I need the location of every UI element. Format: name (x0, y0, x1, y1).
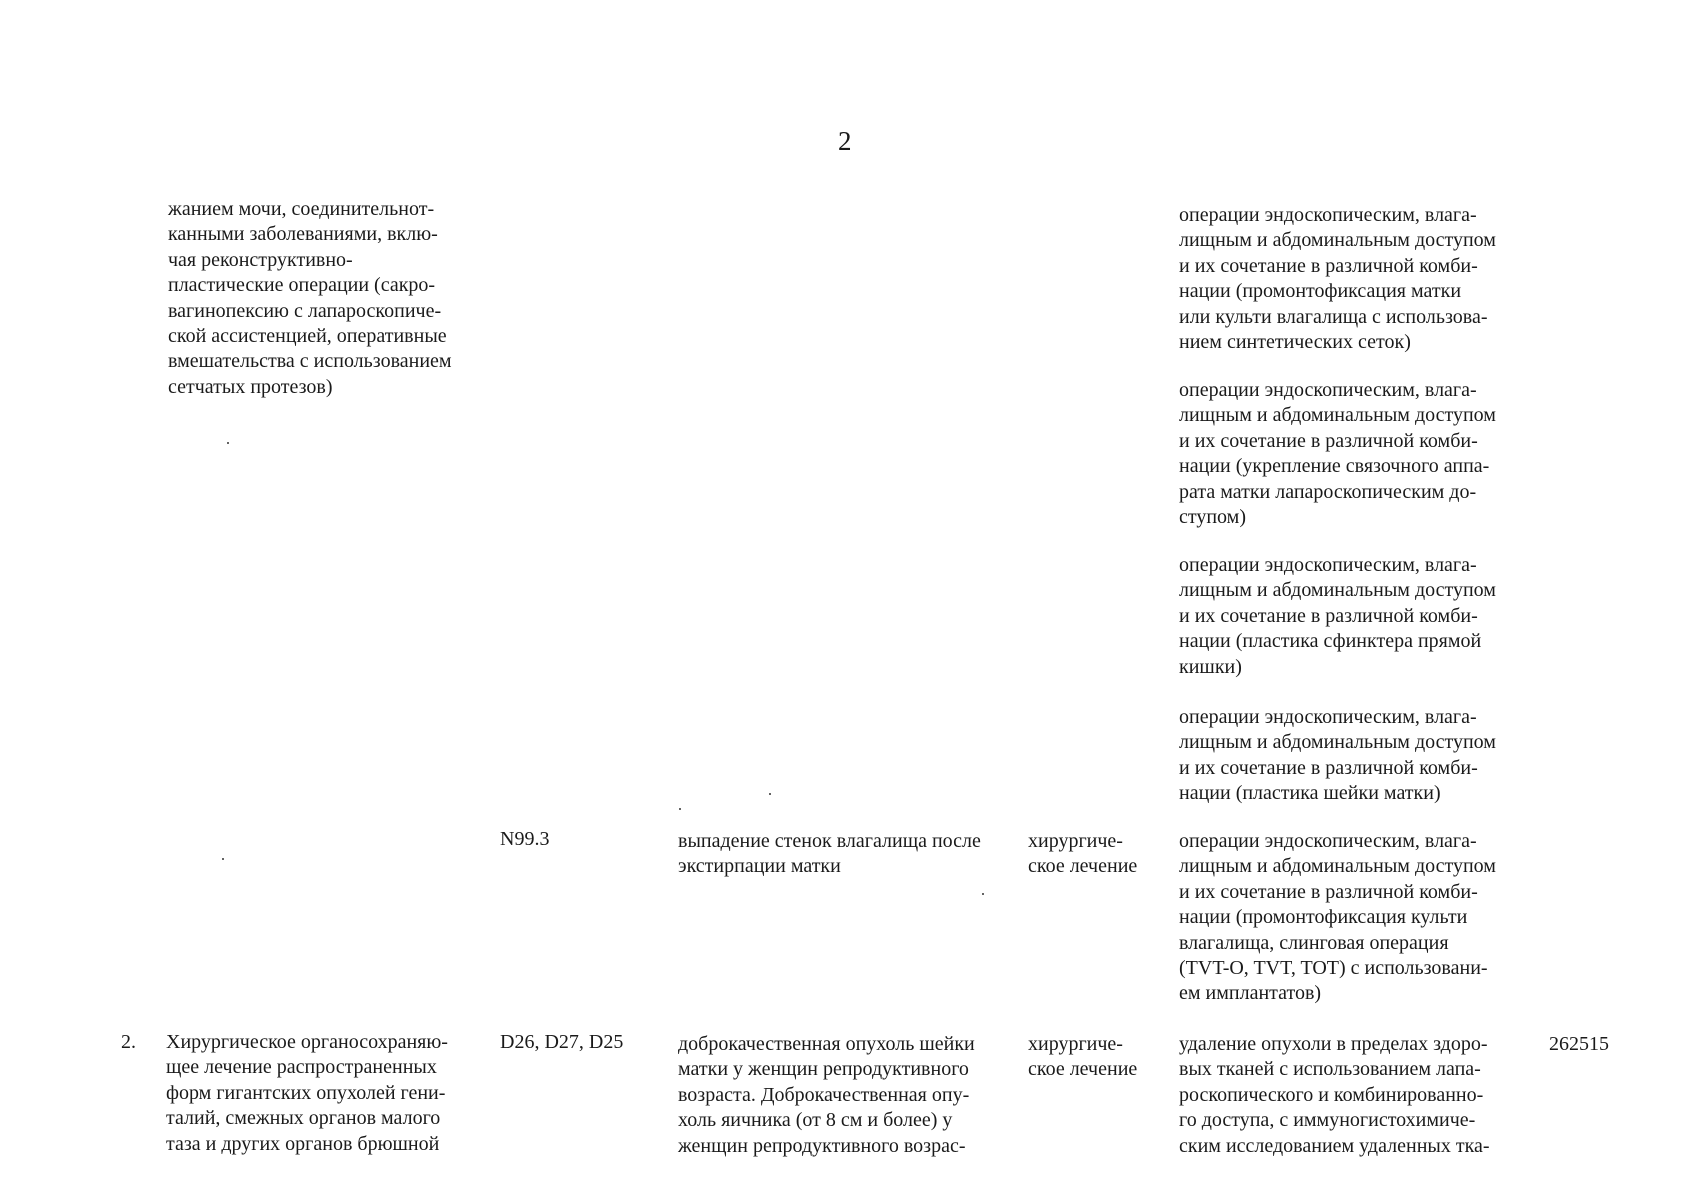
diagnosis-code: N99.3 (500, 828, 550, 850)
scan-speck (679, 808, 681, 810)
page-number: 2 (838, 126, 852, 156)
treatment-method: удаление опухоли в пределах здоро- вых тканей с использованием лапа- роскопического и комбинированно- го доступа, с иммуногистохимиче- ским исследованием удаленных тка- (1179, 1033, 1490, 1157)
scan-speck (222, 858, 224, 860)
patient-model: выпадение стенок влагалища после экстирпации матки (678, 830, 981, 878)
method-block: операции эндоскопическим, влага- лищным и абдоминальным доступом и их сочетание в различной комби- нации (промонтофиксация матки или культи влагалища с использова- нием синтетических сеток) (1179, 204, 1496, 354)
scan-speck (227, 442, 229, 444)
method-block: операции эндоскопическим, влага- лищным и абдоминальным доступом и их сочетание в различной комби- нации (пластика шейки матки) (1179, 706, 1496, 805)
left-column-continuation: жанием мочи, соединительнот- канными заболеваниями, вклю- чая реконструктивно- пластические операции (сакро- вагинопексию с лапароскопиче- ской ассистенцией, оперативные вмешательства с использованием сетчатых протезов) (168, 198, 452, 398)
treatment-type: хирургиче- ское лечение (1028, 830, 1138, 878)
scan-speck (982, 893, 984, 895)
patient-model: доброкачественная опухоль шейки матки у женщин репродуктивного возраста. Доброкачественная опу- холь яичника (от 8 см и более) у женщин репродуктивного возрас- (678, 1033, 975, 1157)
treatment-method: операции эндоскопическим, влага- лищным и абдоминальным доступом и их сочетание в различной комби- нации (промонтофиксация культи влагалища, слинговая операция (TVT-O, TVT, TOT) с использовани- ем имплантатов) (1179, 830, 1496, 1005)
treatment-type: хирургиче- ское лечение (1028, 1033, 1138, 1081)
care-type-name: Хирургическое органосохраняю- щее лечение распространенных форм гигантских опухолей гени- талий, смежных органов малого таза и других органов брюшной (166, 1031, 448, 1155)
scan-speck (769, 793, 771, 795)
method-block: операции эндоскопическим, влага- лищным и абдоминальным доступом и их сочетание в различной комби- нации (пластика сфинктера прямой кишки) (1179, 554, 1496, 678)
cost-value: 262515 (1549, 1033, 1609, 1055)
diagnosis-codes: D26, D27, D25 (500, 1031, 624, 1053)
method-block: операции эндоскопическим, влага- лищным и абдоминальным доступом и их сочетание в различной комби- нации (укрепление связочного аппа- рата матки лапароскопическим до- ступом) (1179, 379, 1496, 529)
row-number: 2. (121, 1031, 136, 1053)
